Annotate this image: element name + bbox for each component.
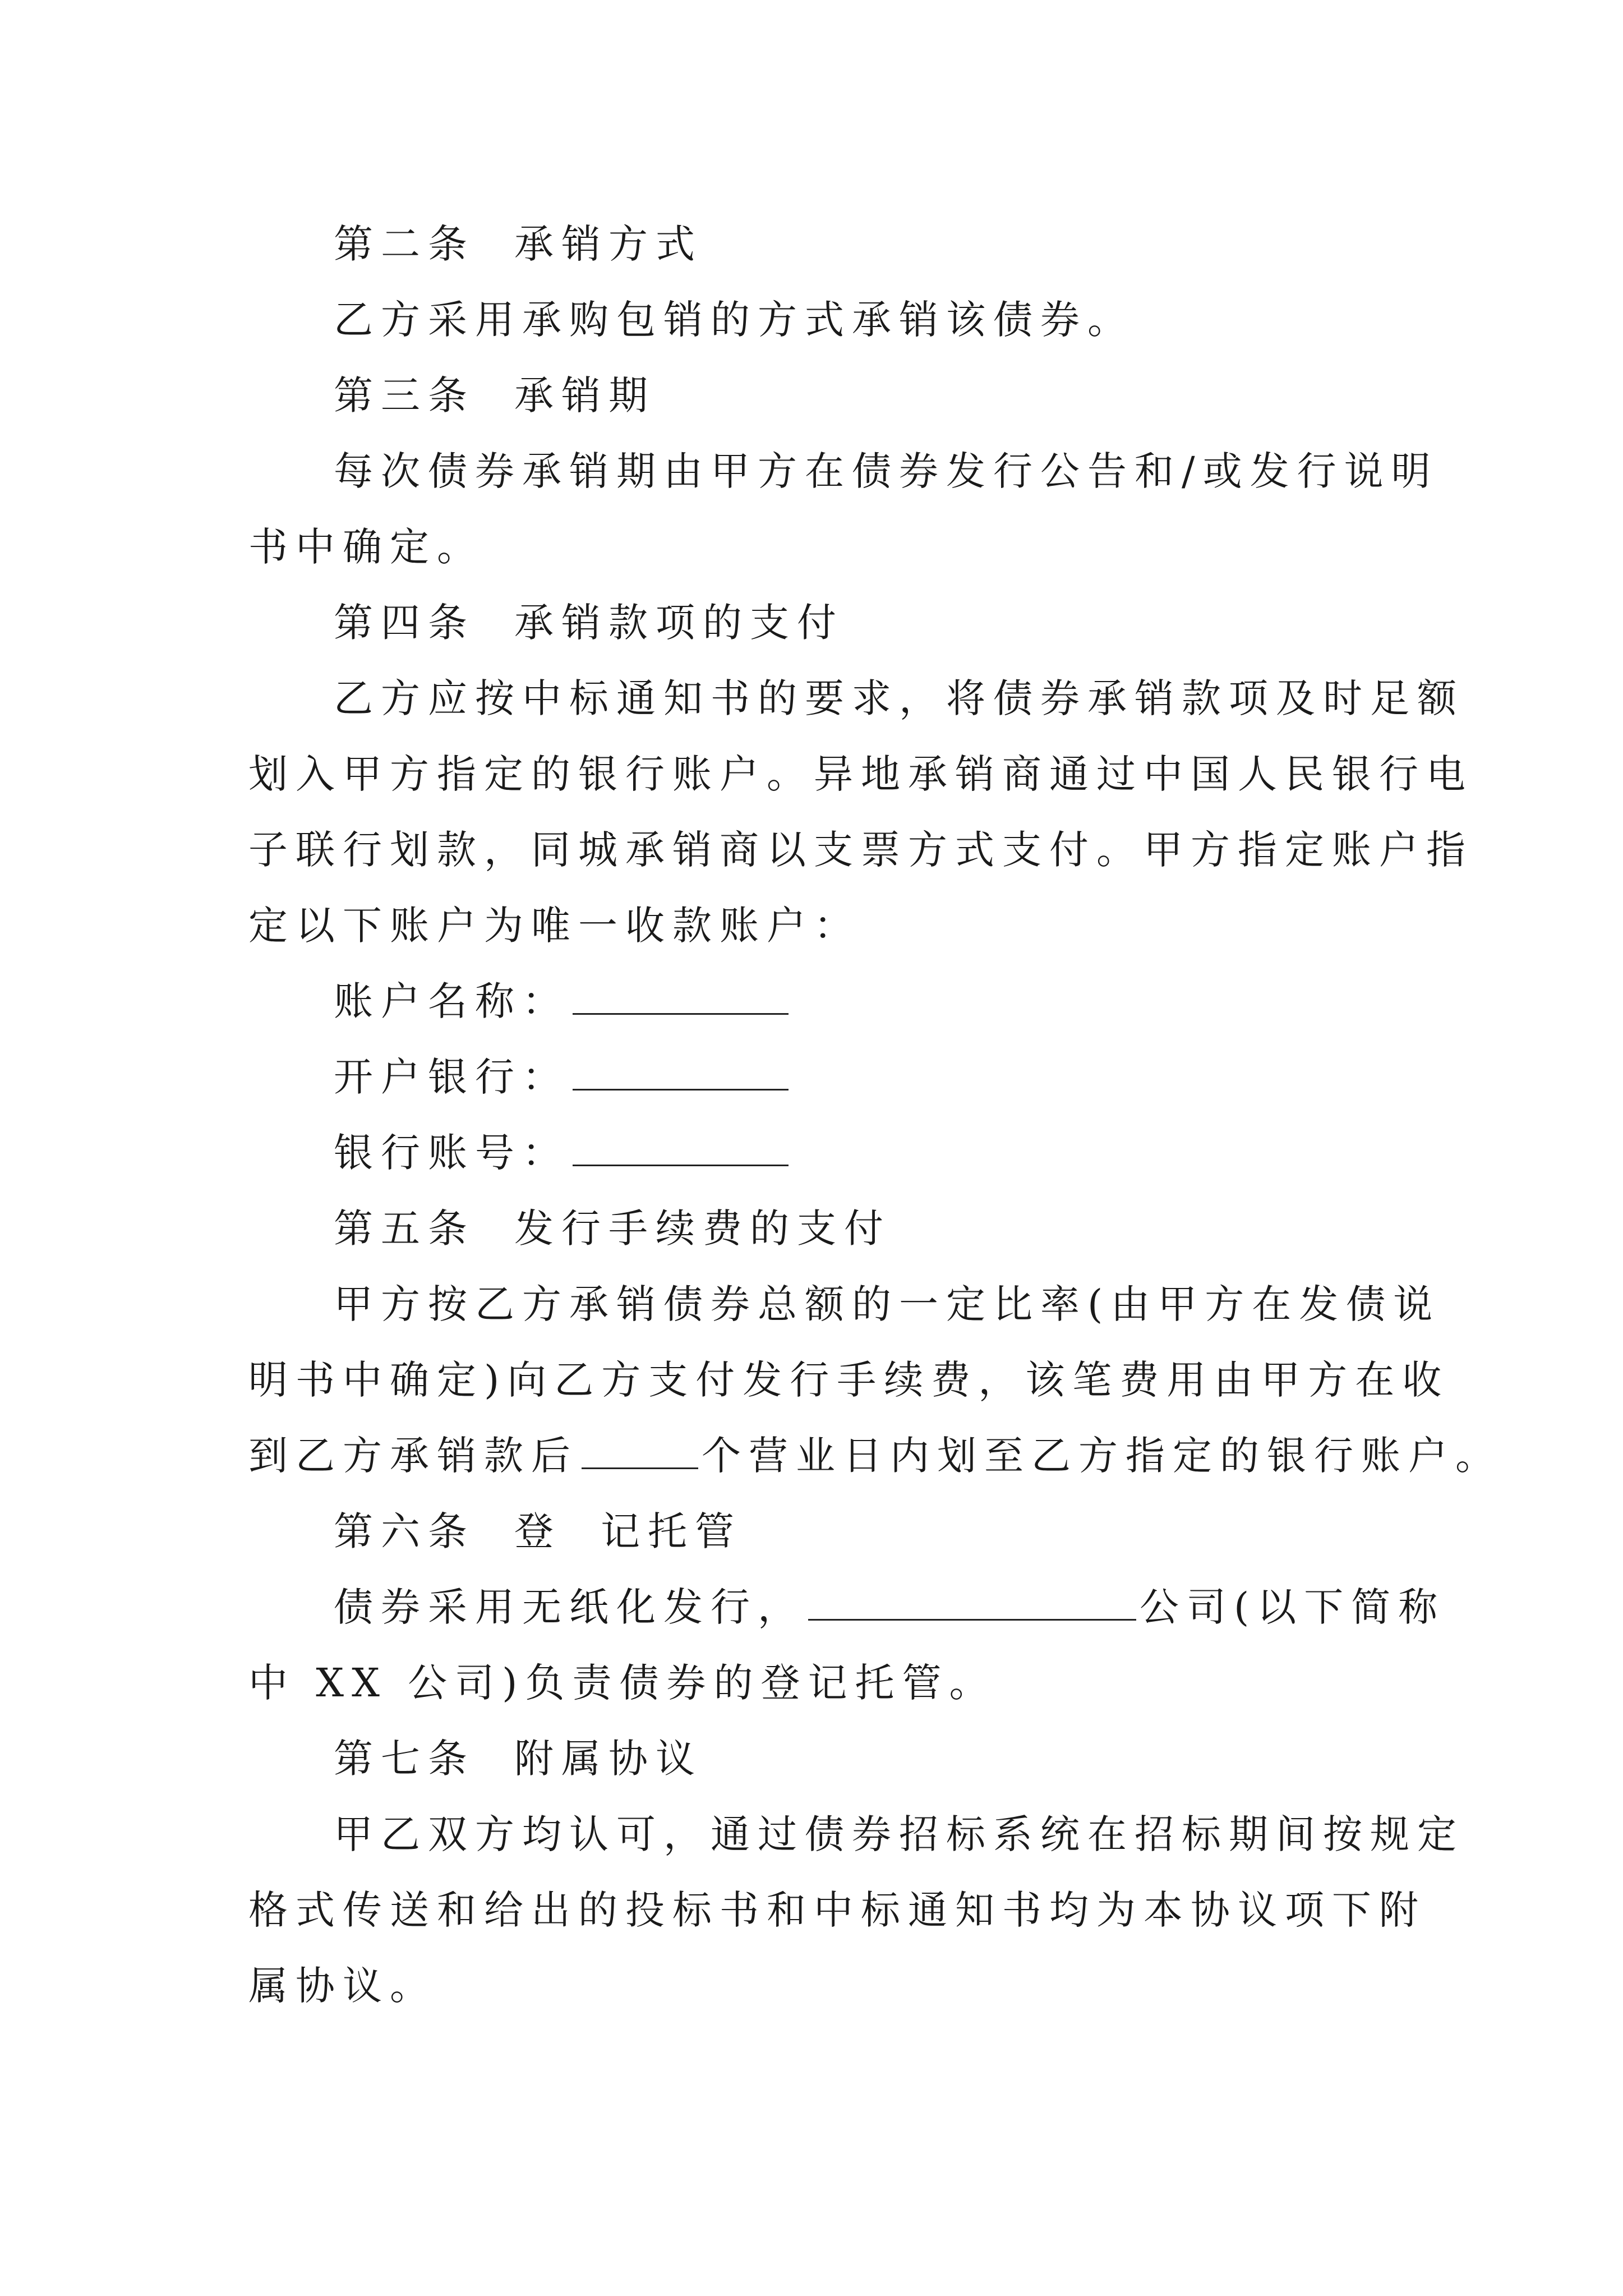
article5-line3 — [248, 1428, 1502, 1484]
account-number-blank — [573, 1128, 789, 1166]
article4-line2: 划入甲方指定的银行账户。异地承销商通过中国人民银行电 — [248, 751, 1473, 797]
bank-blank — [573, 1052, 789, 1091]
article6-heading — [334, 1503, 742, 1559]
article6-title-part2: 记托管 — [601, 1508, 742, 1554]
article5-label: 第五条 — [334, 1205, 475, 1251]
account-number-label: 银行账号： — [334, 1130, 569, 1176]
article7-title: 附属协议 — [514, 1736, 703, 1782]
article7-label: 第七条 — [334, 1736, 475, 1782]
article5-line3-before: 到乙方承销款后 — [248, 1433, 578, 1479]
article3-line1: 每次债券承销期由甲方在债券发行公告和/或发行说明 — [334, 448, 1438, 494]
article5-line2: 明书中确定)向乙方支付发行手续费，该笔费用由甲方在收 — [248, 1357, 1450, 1403]
article5-line1: 甲方按乙方承销债券总额的一定比率(由甲方在发债说 — [334, 1281, 1441, 1327]
article3-line2: 书中确定。 — [248, 524, 484, 570]
article3-heading — [334, 367, 656, 424]
account-name-label: 账户名称： — [334, 978, 569, 1024]
article2-title: 承销方式 — [514, 221, 703, 267]
account-name-row — [334, 973, 792, 1029]
article2-label: 第二条 — [334, 221, 475, 267]
article5-heading — [334, 1200, 891, 1257]
account-number-row — [334, 1125, 792, 1181]
article6-label: 第六条 — [334, 1508, 475, 1554]
article7-line2: 格式传送和给出的投标书和中标通知书均为本协议项下附 — [248, 1887, 1426, 1933]
article3-title: 承销期 — [514, 372, 656, 418]
article6-line1-after: 公司(以下简称 — [1140, 1584, 1446, 1630]
article6-line1 — [334, 1579, 1445, 1635]
article5-line3-after: 个营业日内划至乙方指定的银行账户。 — [702, 1433, 1502, 1479]
article5-title: 发行手续费的支付 — [514, 1205, 891, 1251]
article7-line1: 甲乙双方均认可，通过债券招标系统在招标期间按规定 — [334, 1811, 1464, 1857]
article2-heading — [334, 216, 703, 272]
article6-title-part1: 登 — [514, 1508, 561, 1554]
article2-text: 乙方采用承购包销的方式承销该债券。 — [334, 297, 1135, 343]
article4-label: 第四条 — [334, 600, 475, 646]
article4-title: 承销款项的支付 — [514, 600, 844, 646]
article7-line3: 属协议。 — [248, 1963, 437, 2009]
bank-row — [334, 1049, 792, 1105]
article4-line1: 乙方应按中标通知书的要求，将债券承销款项及时足额 — [334, 675, 1464, 721]
business-days-blank — [582, 1430, 698, 1469]
bank-label: 开户银行： — [334, 1054, 569, 1100]
article7-heading — [334, 1731, 703, 1787]
account-name-blank — [573, 976, 789, 1015]
article3-label: 第三条 — [334, 372, 475, 418]
article4-heading — [334, 595, 844, 651]
article6-line2: 中 XX 公司)负责债券的登记托管。 — [248, 1660, 997, 1706]
article4-line4: 定以下账户为唯一收款账户： — [248, 903, 861, 949]
article6-line1-before: 债券采用无纸化发行， — [334, 1584, 805, 1630]
article4-line3: 子联行划款，同城承销商以支票方式支付。甲方指定账户指 — [248, 827, 1473, 873]
company-name-blank — [808, 1582, 1136, 1621]
